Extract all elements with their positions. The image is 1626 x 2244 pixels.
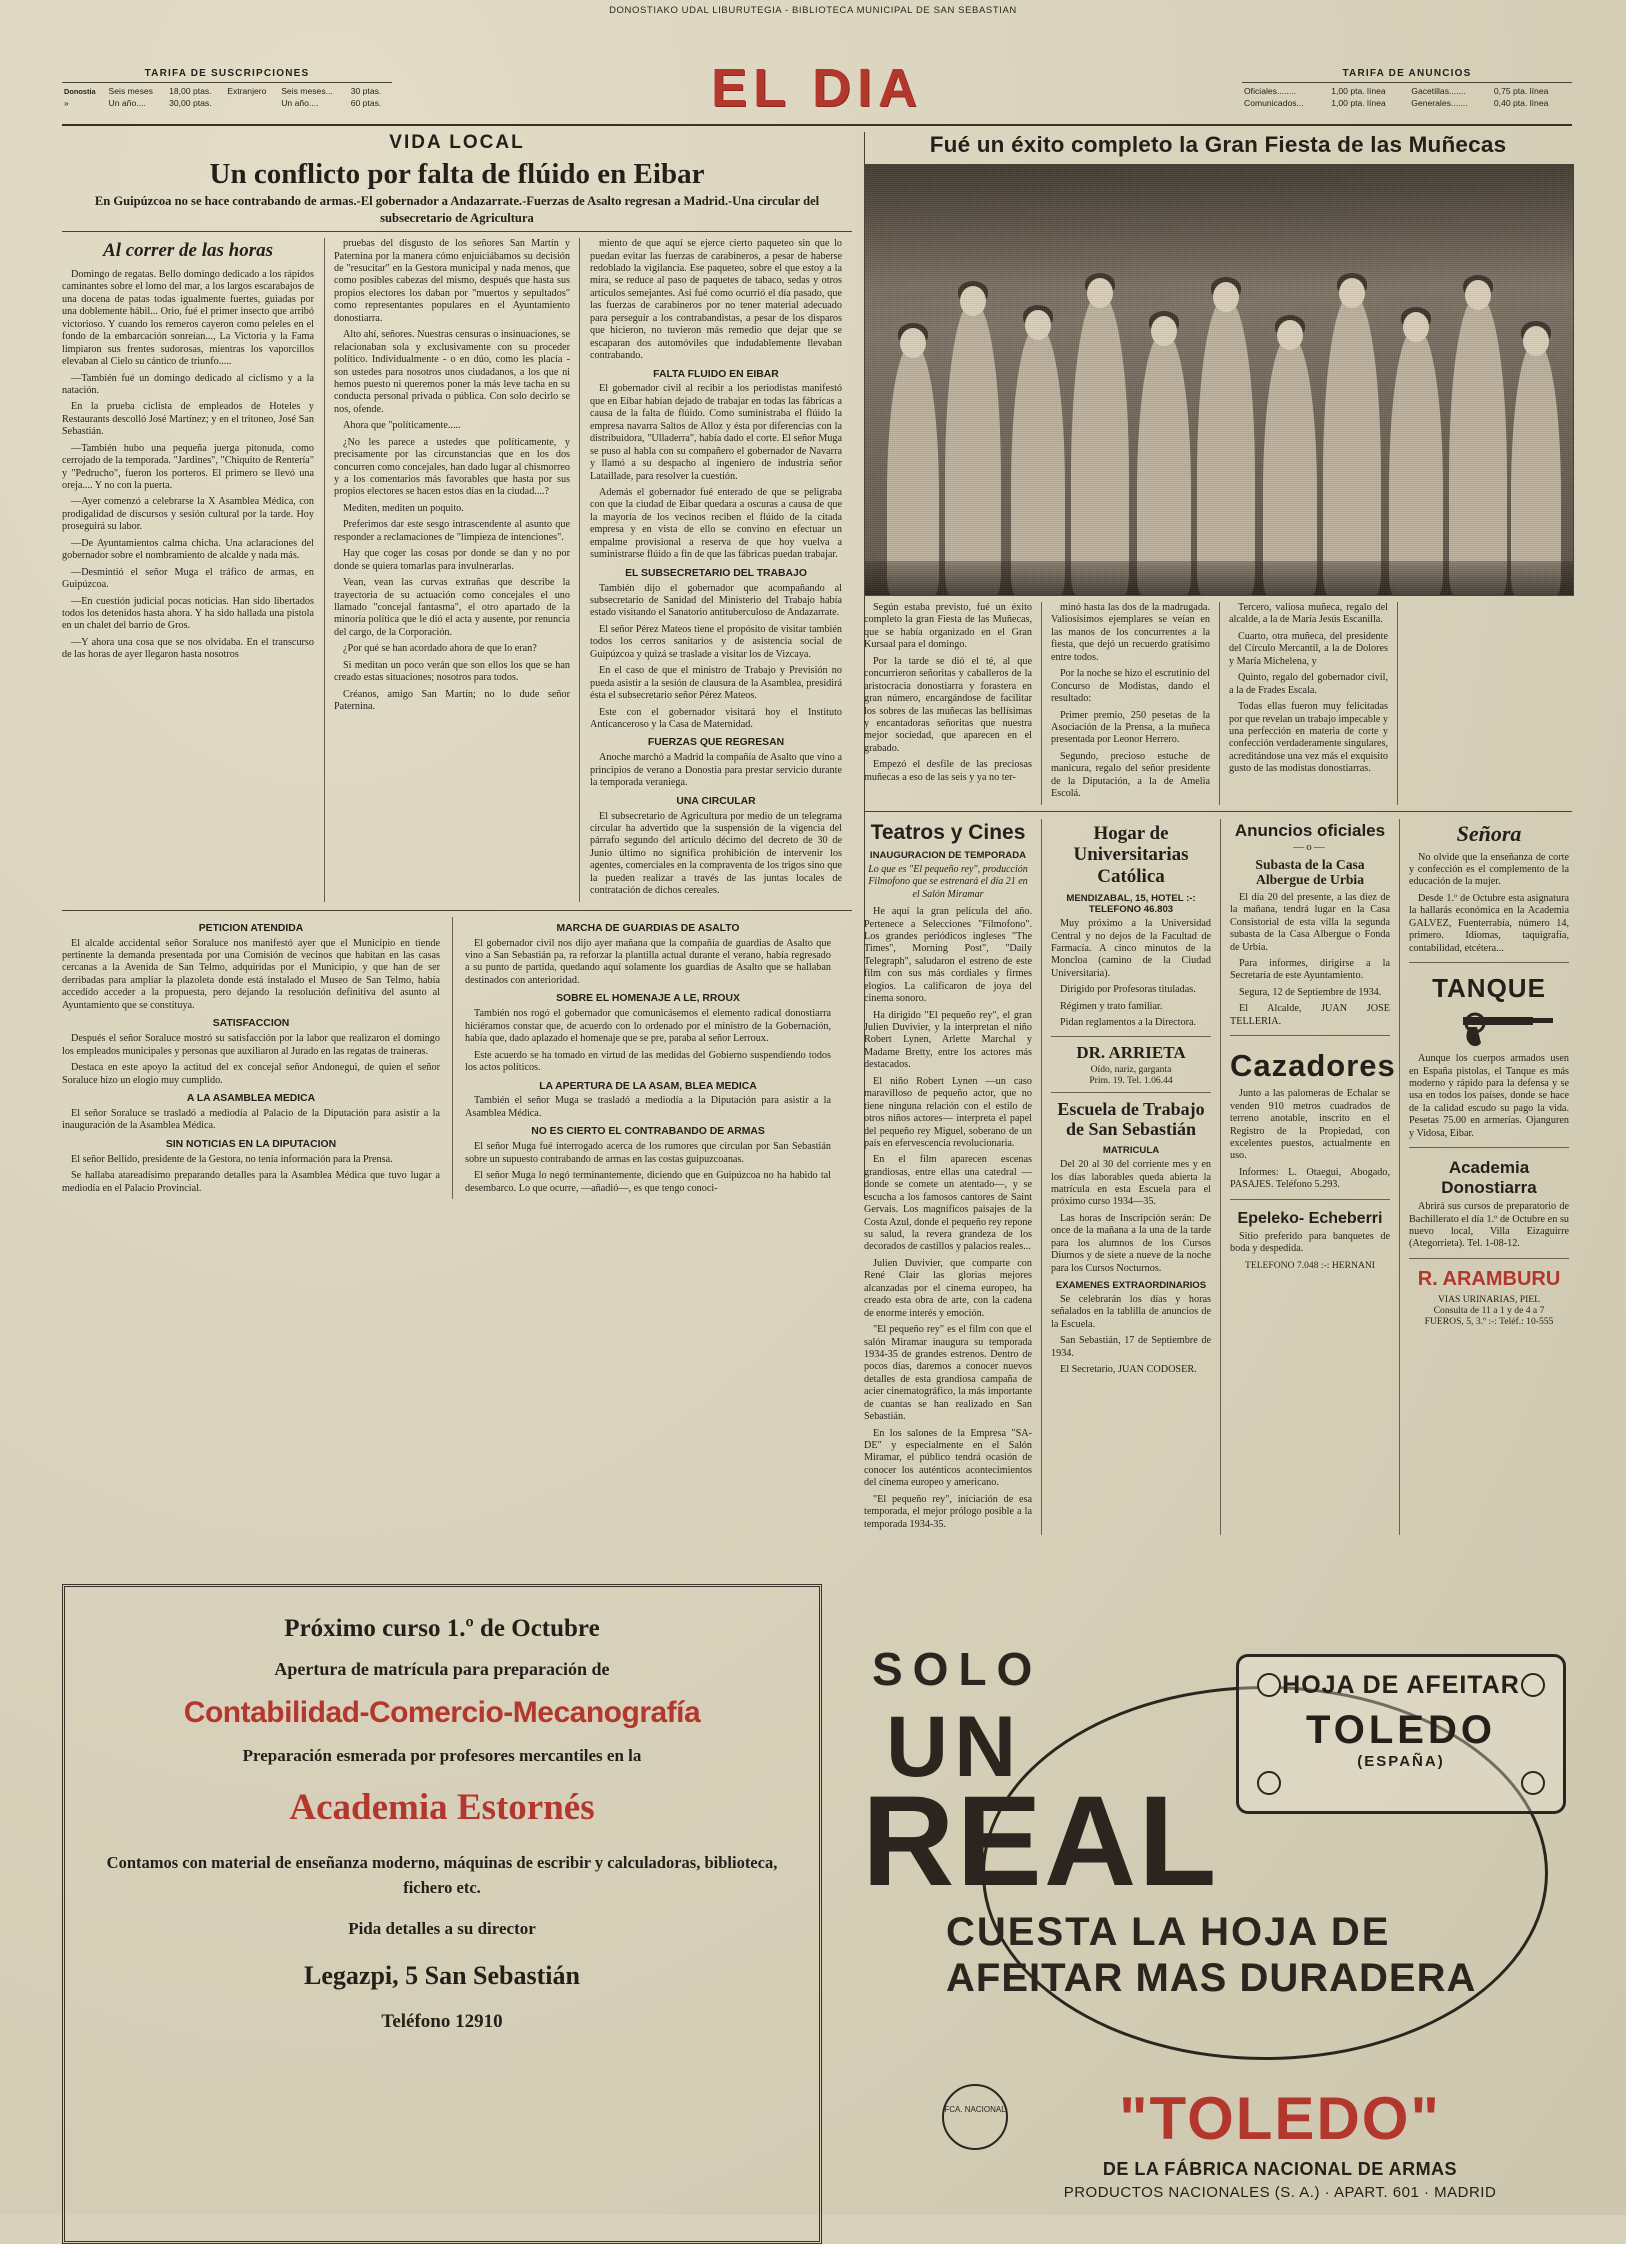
epeleko-phone: TELEFONO 7.048 :-: HERNANI xyxy=(1244,1259,1376,1271)
paragraph: Las horas de Inscripción serán: De once de la mañana a la una de la tarde para los alumnos de los Cursos Diurnos y de siete a nueve de la noche para los Cursos Nocturnos. xyxy=(1051,1212,1211,1274)
archive-note: DONOSTIAKO UDAL LIBURUTEGIA - BIBLIOTECA MUNICIPAL DE SAN SEBASTIAN xyxy=(609,5,1017,16)
paragraph: —En cuestión judicial pocas noticias. Han sido libertados todos los detenidos hasta ahora. Y ha sido hallada una pistola en un chalet del barrio de Gros. xyxy=(62,595,314,632)
paragraph: Informes: L. Otaegui, Abogado, PASAJES. Teléfono 5.293. xyxy=(1230,1166,1390,1191)
paragraph: No olvide que la enseñanza de corte y confección es el complemento de la educación de la mujer. xyxy=(1409,851,1569,888)
subsection-heading: MARCHA DE GUARDIAS DE ASALTO xyxy=(556,922,740,934)
teatros-subhead: INAUGURACION DE TEMPORADA xyxy=(869,849,1027,861)
paragraph: También dijo el gobernador que acompañando al subsecretario de Sanidad del Ministerio del Trabajo había estado visitando el Sanatorio antituberculoso de Andazarrate. xyxy=(590,582,842,619)
paragraph: Julien Duvivier, que comparte con René Clair las glorias mejores alcanzadas por el cinema europeo, ha creado esta obra de arte, con la cadena de enorme interés y emoción. xyxy=(864,1257,1032,1319)
tanque-title: TANQUE xyxy=(1432,973,1546,1004)
ad-line-subjects: Contabilidad-Comercio-Mecanografía xyxy=(183,1696,701,1729)
left-lower-column-1 xyxy=(62,917,440,1199)
caption-column-4 xyxy=(1397,602,1566,805)
ads-tariff xyxy=(1242,67,1572,110)
blade-country-text: (ESPAÑA) xyxy=(1357,1753,1445,1770)
divider xyxy=(1051,1036,1211,1037)
paragraph: El señor Soraluce se trasladó a mediodía al Palacio de la Diputación para asistir a la inauguración de la Asamblea Médica. xyxy=(62,1107,440,1132)
news-column-1 xyxy=(62,238,314,902)
blade-top-text: HOJA DE AFEITAR xyxy=(1282,1671,1520,1699)
tariff-cell: 0,75 pta. línea xyxy=(1493,86,1549,97)
ad-cazadores xyxy=(1230,1035,1396,1192)
ornament-dots: —o— xyxy=(1293,840,1327,853)
doctor-name: DR. ARRIETA xyxy=(1076,1042,1186,1062)
paragraph: "El pequeño rey" es el film con que el salón Miramar inaugura su temporada 1934-35 de grandes estrenos. Dentro de pocos días, daremos a conocer nuevos detalles de esta grandiosa campaña de acier cinematográfico, la más importante de cuantas se han realizado en San Sebastián. xyxy=(864,1324,1032,1423)
paragraph: Aunque los cuerpos armados usen en España pistolas, el Tanque es más moderno y rápido para la defensa y se usa en todos los países, donde se hace de la calidad escudo su pago la vida. Pesetas 75.00 en armerías. Ojanguren y Vidosa, Eibar. xyxy=(1409,1053,1569,1139)
divider xyxy=(1051,1092,1211,1093)
paragraph: Mediten, mediten un poquito. xyxy=(343,502,464,514)
ad-phone: Teléfono 12910 xyxy=(381,2010,503,2032)
tariff-cell: Seis meses xyxy=(108,86,153,97)
paragraph: En la prueba ciclista de empleados de Hoteles y Restaurants descolló José Martínez; y en el tritoneo, José San Sebastián. xyxy=(62,401,314,438)
column-title-al-correr: Al correr de las horas xyxy=(103,240,273,262)
escuela-subhead-examenes: EXAMENES EXTRAORDINARIOS xyxy=(1055,1280,1207,1291)
column-senora xyxy=(1399,819,1569,1536)
paragraph: Después el señor Soraluce mostró su satisfacción por la labor que realizaron el domingo los empleados municipales y personas que auxiliaron al Jurado en las regatas de traineras. xyxy=(62,1033,440,1057)
tariff-cell: Seis meses... xyxy=(281,86,333,97)
fiesta-group-photo xyxy=(864,164,1574,596)
subsection-heading: EL SUBSECRETARIO DEL TRABAJO xyxy=(625,567,807,579)
blade-hole xyxy=(1521,1771,1545,1795)
subsection-heading: SIN NOTICIAS EN LA DIPUTACION xyxy=(165,1138,337,1150)
paragraph: El señor Bellido, presidente de la Gestora, no tenía información para la Prensa. xyxy=(71,1153,393,1165)
paragraph xyxy=(1407,602,1566,614)
paragraph: Cuarto, otra muñeca, del presidente del Círculo Mercantil, a la de Dolores y María Michelena, y xyxy=(1229,630,1388,667)
newspaper-logo: EL DIA xyxy=(710,58,924,118)
paragraph: Todas ellas fueron muy felicitadas por que revelan un trabajo impecable y una perfección en materia de corte y confección verdaderamente singulares, acreditándose una vez más el exquisito gusto de las modistas donostiarras. xyxy=(1229,701,1388,775)
subsection-heading: SOBRE EL HOMENAJE A LE, RROUX xyxy=(556,993,740,1005)
news-columns xyxy=(62,238,852,902)
paragraph: Dirigido por Profesoras tituladas. xyxy=(1060,984,1196,996)
tariff-cell: Comunicados... xyxy=(1244,97,1304,108)
paragraph: Preferimos dar este sesgo intrascendente al asunto que responder a reclamaciones de "limpieza de intenciones". xyxy=(334,519,570,543)
tariff-cell: » xyxy=(64,97,69,108)
toledo-brand-sub: DE LA FÁBRICA NACIONAL DE ARMAS xyxy=(1102,2159,1458,2179)
paragraph: Según estaba previsto, fué un éxito completo la gran Fiesta de las Muñecas, que se había organizado en el Gran Kursaal para el domingo. xyxy=(864,602,1032,651)
paragraph: Alto ahí, señores. Nuestras censuras o insinuaciones, se relacionaban sola y exclusivamente con su proceder político. Individualmente - o en dúo, como les placía - son ustedes para nosotros unos ciudadanos, a los que ni hemos puesto ni queremos poner la más leve tacha en su conducta personal privada o pública. Con solo decirlo se nos, ofende. xyxy=(334,329,570,415)
tariff-cell: 60 ptas. xyxy=(350,97,382,108)
revolver-icon xyxy=(1445,1007,1565,1047)
senora-title: Señora xyxy=(1456,820,1522,846)
paragraph: Ha dirigido "El pequeño rey", el gran Julien Duvivier, y la interpretan el niño Robert Lynen, Arlette Marchal y Madame Bretty, entre los actores más destacados. xyxy=(864,1009,1032,1071)
paragraph: —También hubo una pequeña juerga pitonuda, como cerrojado de la temporada. "Jardines", "Chiquito de Rentería" y "Pedrucho", fueron los porteros. El primero se llevó una oreja.... Y no con la puerta. xyxy=(62,442,314,491)
caption-column-2 xyxy=(1041,602,1210,805)
tariff-cell: Gacetillas....... xyxy=(1411,86,1466,97)
paragraph: Empezó el desfile de las preciosas muñecas a eso de las seis y ya no ter- xyxy=(864,759,1032,783)
paragraph: —Desmintió el señor Muga el tráfico de armas, en Guipúzcoa. xyxy=(62,566,314,591)
tariff-cell: Extranjero xyxy=(227,86,267,97)
paragraph: Primer premio, 250 pesetas de la Asociación de la Prensa, a la muñeca presentada por Leonor Herrero. xyxy=(1051,709,1210,746)
ad-tanque xyxy=(1409,962,1569,1140)
subsection-heading: SATISFACCION xyxy=(212,1018,290,1030)
left-lower-column-2 xyxy=(452,917,831,1199)
masthead xyxy=(62,52,1572,126)
paragraph: Este con el gobernador visitará hoy el Instituto Anticanceroso y la Casa de Maternidad. xyxy=(590,706,842,730)
toledo-word-solo: SOLO xyxy=(872,1643,1043,1695)
paragraph: El Secretario, JUAN CODOSER. xyxy=(1060,1364,1197,1376)
news-column-2 xyxy=(324,238,580,902)
paragraph: Créanos, amigo San Martín; no lo dude señor Paternina. xyxy=(334,688,570,713)
paragraph: minó hasta las dos de la madrugada. Valiosísimos ejemplares se veían en las manos de los concurrentes a la fiesta, que dejó un recuerdo gratísimo entre todos. xyxy=(1051,602,1210,663)
cazadores-title: Cazadores xyxy=(1230,1048,1396,1084)
toledo-brand-name: "TOLEDO" xyxy=(1119,2085,1441,2152)
subsection-heading: A LA ASAMBLEA MEDICA xyxy=(186,1092,316,1104)
paragraph: Este acuerdo se ha tomado en virtud de las medidas del Gobierno suspendiendo todos los actos políticos. xyxy=(465,1049,831,1074)
tariff-cell: 30 ptas. xyxy=(350,86,382,97)
caption-column-1 xyxy=(864,602,1032,805)
paragraph: Muy próximo a la Universidad Central y no dejos de la Facultad de Farmacía. A cinco minutos de la Moncloa (camino de la Ciudad Universitaria). xyxy=(1051,918,1211,979)
column-hogar-escuela xyxy=(1041,819,1211,1536)
paragraph: miento de que aquí se ejerce cierto paqueteo sin que lo puedan evitar las fuerzas de carabineros, a pesar de haberse redoblado la vigilancia. Ese paqueteo, sobre el que estoy a la mira, se reduce al paso de paquetes de tabaco, sedas y otros artículos semejantes. Así fué como ocurrió el día pasado, que las fuerzas de carabineros por no tener material adecuado para perseguir a los contrabandistas, a pesar de los disparos que hicieron, no tuvieron más remedio que dejar que se escaparan dos automóviles que indudablemente llevaban contrabando. xyxy=(590,238,842,362)
paragraph: Sitio preferido para banquetes de boda y despedida. xyxy=(1230,1230,1390,1255)
escuela-subhead-matricula: MATRICULA xyxy=(1102,1145,1160,1157)
paragraph: Además el gobernador fué enterado de que se peligraba con que la ciudad de Eibar quedara a oscuras a causa de que la mayoría de los vecinos reciben el flúido de la citada empresa y en vista de ello se convino en efectuar un empalme provisional a reserva de que hoy vuelva a suministrarse flúido a fin de que las fábricas puedan trabajar. xyxy=(590,486,842,561)
tariff-cell: Generales....... xyxy=(1411,97,1468,108)
tariff-cell: 0,40 pta. línea xyxy=(1493,97,1549,108)
paragraph: También el señor Muga se trasladó a mediodía a la Diputación para asistir a la Asamblea Médica. xyxy=(465,1095,831,1119)
tariff-cell: 1,00 pta. línea xyxy=(1331,86,1386,97)
blade-hole xyxy=(1521,1673,1545,1697)
paragraph: Hay que coger las cosas por donde se dan y no por donde se quiera tomarlas para invulnerarlas. xyxy=(334,548,570,572)
paragraph: El gobernador civil al recibir a los periodistas manifestó que en Eibar habían dejado de trabajar en todas las fábricas a causa de la falta de flúido. Como suministraba el flúido la empresa navarra Saltos de Alloz y ésta por diferencias con la distribuidora, "Ulladerra", había dado el corte. El señor Muga se puso al habla con su compañero el gobernador de Navarra y llamó a su despacho al ingeniero de industria señor Lataillade, para resolver la cuestión. xyxy=(590,383,842,482)
ad-line-apertura: Apertura de matrícula para preparación de xyxy=(274,1659,610,1679)
paragraph: Por la tarde se dió el té, al que concurrieron señoritas y caballeros de la aristocracia donostiarra y forastera en gran número, encargándose de facilitar los sobres de las muñecas las bellísimas y encantadoras señoritas que nuestra mejor sociedad, que aparecen en el grabado. xyxy=(864,655,1032,754)
paragraph: El señor Muga lo negó terminantemente, diciendo que en Guipúzcoa no ha habido tal desembarco. Lo que ocurre, —añadió—, es que tengo conoci- xyxy=(465,1170,831,1194)
subsection-heading: PETICION ATENDIDA xyxy=(198,922,304,934)
aramburu-title: R. ARAMBURU xyxy=(1417,1267,1561,1290)
toledo-word-real: REAL xyxy=(862,1770,1219,1913)
tariff-cell: 30,00 ptas. xyxy=(169,97,212,108)
anuncios-title: Anuncios oficiales xyxy=(1234,820,1386,840)
epeleko-title: Epeleko- Echeberri xyxy=(1237,1209,1383,1227)
left-lower-columns xyxy=(62,910,852,1199)
teatros-title: Teatros y Cines xyxy=(870,820,1026,844)
fiesta-headline: Fué un éxito completo la Gran Fiesta de las Muñecas xyxy=(929,132,1507,157)
ad-academia-name: Academia Estornés xyxy=(289,1787,595,1828)
ad-academia-estornes xyxy=(62,1584,822,2244)
paragraph: Destaca en este apoyo la actitud del ex concejal señor Andonegui, de quien el señor Soraluce hizo un elogio muy cumplido. xyxy=(62,1062,440,1086)
escuela-title: Escuela de Trabajo de San Sebastián xyxy=(1057,1098,1205,1140)
paragraph: Se celebrarán los días y horas señalados en la tablilla de anuncios de la Escuela. xyxy=(1051,1294,1211,1330)
paragraph: Anoche marchó a Madrid la compañía de Asalto que vino a principios de verano a Donostia para prestar servicio durante la temporada veraniega. xyxy=(590,752,842,789)
tariff-cell: Un año.... xyxy=(108,97,146,108)
paragraph: El subsecretario de Agricultura por medio de un telegrama circular ha advertido que la suspensión de la vigencia del párrafo segundo del artículo décimo del decreto de 30 de Junio último no significa prohibición de intervenir los agentes, comerciales en la compraventa de los trigos sino que la pueden realizar a través de las juntas locales de contratación de dichos cereales. xyxy=(590,810,842,897)
paragraph: He aquí la gran película del año. Pertenece a Selecciones "Filmofono". Los grandes periódicos ingleses "The Times", Morning Post", "Daily Telegraph", saludaron el estreno de este film con sus más cordiales y firmes elogios. La calificaron de joya del cinema sonoro. xyxy=(864,906,1032,1005)
subsection-heading: FALTA FLUIDO EN EIBAR xyxy=(653,368,779,380)
doctor-specialty: Oído, nariz, garganta xyxy=(1090,1063,1172,1075)
subscription-tariff-title: TARIFA DE SUSCRIPCIONES xyxy=(62,67,392,84)
paragraph: El Alcalde, JUAN JOSE TELLERIA. xyxy=(1230,1003,1390,1027)
main-subhead: En Guipúzcoa no se hace contrabando de armas.-El gobernador a Andazarrate.-Fuerzas de Asalto regresan a Madrid.-Una circular del subsecretario de Agricultura xyxy=(62,193,852,232)
main-headline: Un conflicto por falta de flúido en Eibar xyxy=(209,158,705,190)
paragraph: En el caso de que el ministro de Trabajo y Previsión no pueda asistir a la sesión de clausura de la Asamblea, presidirá ésta el subsecretario señor Pérez Mateos. xyxy=(590,665,842,702)
paragraph: "El pequeño rey", iniciación de esa temporada, el mejor prólogo posible a la temporada 1934-35. xyxy=(864,1493,1032,1530)
tariff-cell: Un año.... xyxy=(281,97,319,108)
paragraph: —De Ayuntamientos calma chicha. Una aclaraciones del gobernador sobre el nombramiento de alcalde y nada más. xyxy=(62,537,314,562)
paragraph: También nos rogó el gobernador que comunicásemos el elemento radical donostiarra hiciéramos constar que, de acuerdo con lo ordenado por el ministro de la Gobernación, había que, dado aplazado el homenaje que se pre, paraba al señor Lerroux. xyxy=(465,1008,831,1045)
paragraph: El gobernador civil nos dijo ayer mañana que la compañía de guardias de Asalto que vino a San Sebastián pa, ra reforzar la plantilla actual durante el verano, había regresado a su punto de partida, quedando aquí solamente los guardias de Asalto que se hallaban destinados con anterioridad. xyxy=(465,937,831,986)
subsection-heading: FUERZAS QUE REGRESAN xyxy=(647,737,785,749)
paragraph: —Ayer comenzó a celebrarse la X Asamblea Médica, con prodigalidad de discursos y sesión cultural por la tarde. Hoy proseguirá su labor. xyxy=(62,496,314,533)
paragraph: Segura, 12 de Septiembre de 1934. xyxy=(1239,986,1382,998)
paragraph: En los salones de la Empresa "SA-DE" y especialmente en el Salón Miramar, el público tendrá ocasión de conocer los auténticos acontecimientos del cinema europeo y americano. xyxy=(864,1427,1032,1489)
left-news-block xyxy=(62,132,865,1199)
news-column-3 xyxy=(590,238,842,902)
ad-line-detalles: Pida detalles a su director xyxy=(348,1918,536,1938)
subscription-tariff xyxy=(62,67,392,110)
paragraph: ¿No les parece a ustedes que políticamente, y precisamente por las circunstancias que en los dos concurren como concejales, han dado lugar al chismorreo y a los comentarios más favorables que hasta por sus propios electores se hacen estos días en la ciudad....? xyxy=(334,436,570,498)
paragraph: —Y ahora una cosa que se nos olvidaba. En el transcurso de las horas de ayer llegaron hasta nosotros xyxy=(62,636,314,661)
ad-academia-donostiarra xyxy=(1409,1147,1569,1251)
blade-hole xyxy=(1257,1673,1281,1697)
academia-donostiarra-title: Academia Donostiarra xyxy=(1441,1158,1537,1198)
doctor-address: Prim. 19. Tel. 1.06.44 xyxy=(1089,1074,1173,1086)
subsection-heading: UNA CIRCULAR xyxy=(676,795,756,807)
subasta-title: Subasta de la Casa Albergue de Urbia xyxy=(1255,856,1365,888)
subsection-heading: NO ES CIERTO EL CONTRABANDO DE ARMAS xyxy=(531,1126,765,1138)
right-block xyxy=(864,132,1572,1535)
paragraph: El niño Robert Lynen —un caso maravilloso de pequeño actor, que no tiene ninguna relación con el estilo de otros niños actores— interpreta el papel del pequeño rey Miguel, soberano de un país en efervescencia revolucionaria. xyxy=(864,1075,1032,1149)
paragraph: El alcalde accidental señor Soraluce nos manifestó ayer que el Municipio en tiende pertinente la demanda presentada por una Comisión de vecinos que habitan en las casas cercanas a la Avenida de San Telmo, adquiridas por el Municipio, y que han de ser derribadas para ampliar la plazoleta donde está instalado el Museo de San Telmo, había accedido acceder a la propuesta, pero dejando la resolución definitiva del asunto al Ayuntamiento que se constituya. xyxy=(62,937,440,1011)
aramburu-specialty: VIAS URINARIAS, PIEL xyxy=(1437,1293,1541,1305)
blade-hole xyxy=(1257,1771,1281,1795)
paragraph: Si meditan un poco verán que son ellos los que se han creado estas situaciones; nosotros para todos. xyxy=(334,659,570,684)
toledo-brand-block xyxy=(1000,2084,1560,2201)
paragraph: Para informes, dirigirse a la Secretaría de este Ayuntamiento. xyxy=(1230,958,1390,982)
toledo-brand-sub2: PRODUCTOS NACIONALES (S. A.) · APART. 601 · MADRID xyxy=(1063,2184,1497,2201)
paragraph: El señor Muga fué interrogado acerca de los rumores que circulan por San Sebastián sobre un supuesto contrabando de armas en las costas guipuzcoanas. xyxy=(465,1141,831,1165)
paragraph: Ahora que "políticamente..... xyxy=(343,420,461,432)
toledo-word-un: UN xyxy=(886,1699,1023,1795)
ads-tariff-table xyxy=(1242,86,1572,109)
aramburu-address: FUEROS, 5, 3.º :-: Teléf.: 10-555 xyxy=(1424,1315,1554,1327)
paragraph: Abrirá sus cursos de preparatorio de Bachillerato el día 1.º de Octubre en su nuevo local, Villa Eizaguirre (Ategorrieta). Tel. 1-08-12. xyxy=(1409,1201,1569,1250)
subscription-tariff-table xyxy=(62,86,392,109)
tariff-cell xyxy=(225,98,279,110)
paragraph: Por la noche se hizo el escrutinio del Concurso de Modistas, dando el resultado: xyxy=(1051,668,1210,705)
newspaper-sheet xyxy=(62,52,1572,2201)
paragraph: El día 20 del presente, a las diez de la mañana, tendrá lugar en la Casa Consistorial de esta villa la segunda subasta de la Casa Albergue o Fonda de Urbia. xyxy=(1230,891,1390,953)
paragraph: En el film aparecen escenas grandiosas, entre ellas una catedral —donde se comete un atentado—, y se escucha a los famosos cantores de Saint Gervais. Los magníficos paisajes de la Costa Azul, donde el pequeño rey repone su salud, la revera grandeza de los decorados de castillos y palacios reales... xyxy=(864,1154,1032,1253)
teatros-quote: Lo que es "El pequeño rey", producción Filmofono que se estrenará el día 21 en el Salón Miramar xyxy=(868,863,1028,900)
paragraph: Se hallaba atareadísimo preparando detalles para la Asamblea Médica que tuvo lugar a mediodía en el Palacio Provincial. xyxy=(62,1170,440,1194)
paragraph: Tercero, valiosa muñeca, regalo del alcalde, a la de María Jesús Escanilla. xyxy=(1229,602,1388,626)
ad-line-preparacion: Preparación esmerada por profesores mercantiles en la xyxy=(242,1746,642,1765)
paragraph: pruebas del disgusto de los señores San Martín y Paternina por la manera cómo enjuiciábamos su decisión de "resucitar" en la Gestora municipal y nada menos, que como posibles cabezas del mismo, después que hasta sus propios electores los daban por "muertos y sepultados" como representantes populares en el Ayuntamiento donostiarra. xyxy=(334,238,570,324)
subsection-heading: LA APERTURA DE LA ASAM, BLEA MEDICA xyxy=(539,1080,757,1092)
paragraph: Pidan reglamentos a la Directora. xyxy=(1060,1017,1197,1029)
toledo-blade-illustration xyxy=(1236,1654,1566,1814)
caption-column-3 xyxy=(1219,602,1388,805)
paragraph: Régimen y trato familiar. xyxy=(1060,1000,1163,1012)
ad-address: Legazpi, 5 San Sebastián xyxy=(304,1960,580,1990)
paragraph: Quinto, regalo del gobernador civil, a la de Frades Escala. xyxy=(1229,672,1388,696)
paragraph: Junto a las palomeras de Echalar se venden 910 metros cuadrados de terreno anotable, inscrito en el Registro de la Propiedad, con excelentes puestos, actualmente en uso. xyxy=(1230,1088,1390,1162)
paragraph: ¿Por qué se han acordado ahora de que lo eran? xyxy=(343,643,537,655)
blade-brand-text: TOLEDO xyxy=(1306,1708,1496,1752)
ad-aramburu xyxy=(1409,1258,1569,1327)
aramburu-hours: Consulta de 11 a 1 y de 4 a 7 xyxy=(1433,1304,1545,1316)
ad-line-curso: Próximo curso 1.º de Octubre xyxy=(284,1615,600,1642)
tariff-cell: 1,00 pta. línea xyxy=(1331,97,1386,108)
ad-line-material: Contamos con material de enseñanza moderno, máquinas de escribir y calculadoras, biblioteca, fichero etc. xyxy=(106,1853,778,1897)
hogar-address: MENDIZABAL, 15, HOTEL :-: TELEFONO 46.803 xyxy=(1066,893,1196,916)
right-lower-columns xyxy=(864,819,1572,1536)
paragraph: Del 20 al 30 del corriente mes y en los días laborables queda abierta la matrícula en esta Escuela para el próximo curso 1934—35. xyxy=(1051,1159,1211,1208)
tariff-lead: Donostia xyxy=(64,86,96,96)
hogar-title: Hogar de Universitarias Católica xyxy=(1073,822,1189,888)
photo-grain xyxy=(865,165,1573,595)
paragraph: —También fué un domingo dedicado al ciclismo y a la natación. xyxy=(62,372,314,396)
paragraph: El señor Pérez Mateos tiene el propósito de visitar también todos los cerros sanitarios y de asistencia social de Guipúzcoa y quizá se traslade a visitar los de Vizcaya. xyxy=(590,623,842,660)
section-label-vida-local: VIDA LOCAL xyxy=(389,132,525,153)
ad-epeleko xyxy=(1230,1199,1390,1271)
toledo-factory-seal: FCA. NACIONAL xyxy=(942,2084,1008,2150)
toledo-line-afeitar: AFEITAR MAS DURADERA xyxy=(946,1956,1477,2000)
photo-caption-columns xyxy=(864,602,1572,812)
paragraph: Desde 1.º de Octubre esta asignatura la hallarás económica en la Academia GALVEZ, Fuenterrabía, número 14, primero. Idiomas, taquigrafía, contabilidad, etcétera... xyxy=(1409,892,1569,954)
column-teatros-cines xyxy=(864,819,1032,1536)
tariff-cell: Oficiales........ xyxy=(1244,86,1297,97)
paragraph: Domingo de regatas. Bello domingo dedicado a los rápidos caminantes sobre el lomo del mar, a los largos escarabajos de una docena de patas todas igualmente fuertes, guiadas por una doblemente hábil... Orio, fué el primer insecto que arribó victorioso. Y cuando los remeros cayeron como peleles en el fondo de la embarcación sonreían..., La Victoria y la Fama limpiaron sus frentes sudorosas, mientras los vaporcillos elevaban al Cielo su cántico de triunfo..... xyxy=(62,269,314,368)
paragraph: San Sebastián, 17 de Septiembre de 1934. xyxy=(1051,1335,1211,1359)
revolver-illustration xyxy=(1409,1007,1569,1049)
paragraph: Segundo, precioso estuche de manicura, regalo del señor presidente de la Diputación, a la de Amelia Escolá. xyxy=(1051,750,1210,800)
toledo-line-cuesta: CUESTA LA HOJA DE xyxy=(946,1910,1391,1954)
paragraph: Vean, vean las curvas extrañas que describe la trayectoria de su actuación como concejales el uno llamado "concejal fantasma", el otro apartado de la minoría política que le dió el acta y ausente, por renuncia del cargo, de la Corporación. xyxy=(334,577,570,638)
tariff-cell: 18,00 ptas. xyxy=(169,86,212,97)
column-anuncios-oficiales xyxy=(1220,819,1396,1536)
ads-tariff-title: TARIFA DE ANUNCIOS xyxy=(1242,67,1572,84)
ad-toledo-blades xyxy=(850,1632,1572,2244)
